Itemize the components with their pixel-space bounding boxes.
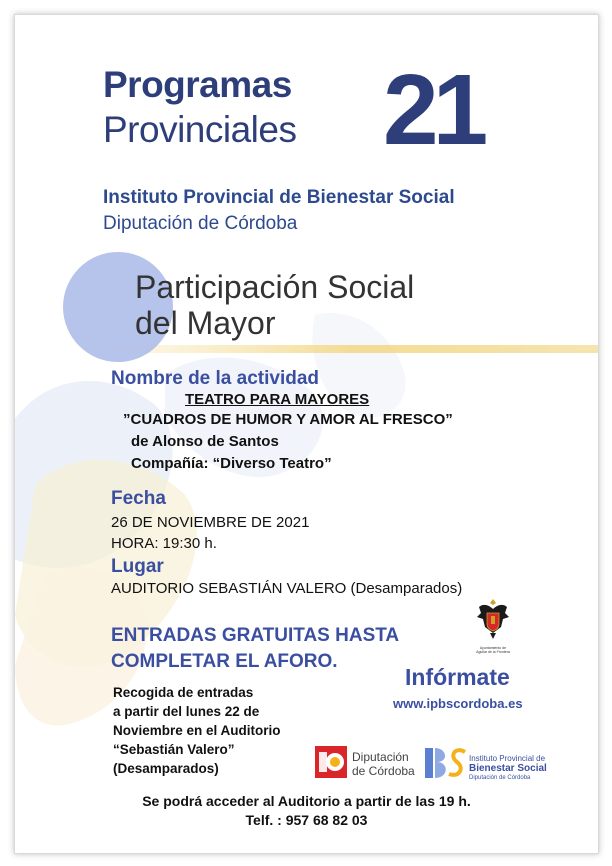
date-heading: Fecha xyxy=(111,488,166,509)
info-label: Infórmate xyxy=(405,664,510,690)
footer-phone: Telf. : 957 68 82 03 xyxy=(245,812,368,828)
diputacion-logo-icon xyxy=(315,746,347,778)
tickets-line-1: ENTRADAS GRATUITAS HASTA xyxy=(111,625,400,646)
activity-company: Compañía: “Diverso Teatro” xyxy=(131,455,332,472)
activity-heading: Nombre de la actividad xyxy=(111,368,320,389)
brand-line-2: Provinciales xyxy=(103,109,297,150)
diputacion-logo-line-2: de Córdoba xyxy=(352,764,415,778)
brand-line-1: Programas xyxy=(103,64,292,105)
place-heading: Lugar xyxy=(111,556,164,577)
yellow-stripe xyxy=(105,345,598,353)
pickup-line-4: “Sebastián Valero” xyxy=(113,742,235,757)
pickup-line-3: Noviembre en el Auditorio xyxy=(113,723,281,738)
brand-number: 21 xyxy=(383,54,483,166)
pickup-line-1: Recogida de entradas xyxy=(113,685,254,700)
ipbs-logo-icon xyxy=(425,746,469,780)
pickup-line-5: (Desamparados) xyxy=(113,761,219,776)
institute-name: Instituto Provincial de Bienestar Social xyxy=(103,187,455,208)
footer-access: Se podrá acceder al Auditorio a partir de las 19 h. xyxy=(142,793,471,809)
town-crest-icon xyxy=(473,597,513,645)
section-title-line-1: Participación Social xyxy=(135,269,415,305)
info-url[interactable]: www.ipbscordoba.es xyxy=(393,696,523,711)
place-venue: AUDITORIO SEBASTIÁN VALERO (Desamparados) xyxy=(111,580,463,597)
date-time: HORA: 19:30 h. xyxy=(111,535,217,552)
crest-caption-2: Aguilar de la Frontera xyxy=(476,650,510,654)
activity-author: de Alonso de Santos xyxy=(131,433,279,450)
crest-caption-1: Ayuntamiento de xyxy=(479,646,507,650)
diputacion-name: Diputación de Córdoba xyxy=(103,213,298,234)
pickup-line-2: a partir del lunes 22 de xyxy=(113,704,260,719)
ipbs-logo-line-3: Diputación de Córdoba xyxy=(469,775,531,781)
ipbs-logo-line-2: Bienestar Social xyxy=(469,763,547,774)
section-title-line-2: del Mayor xyxy=(135,305,276,341)
activity-type: TEATRO PARA MAYORES xyxy=(185,391,370,408)
poster-page xyxy=(14,14,599,854)
tickets-line-2: COMPLETAR EL AFORO. xyxy=(111,651,338,672)
ipbs-logo-line-1: Instituto Provincial de xyxy=(469,754,546,763)
date-day: 26 DE NOVIEMBRE DE 2021 xyxy=(111,514,310,531)
diputacion-logo-line-1: Diputación xyxy=(352,750,409,764)
activity-play-title: ”CUADROS DE HUMOR Y AMOR AL FRESCO” xyxy=(123,411,453,428)
